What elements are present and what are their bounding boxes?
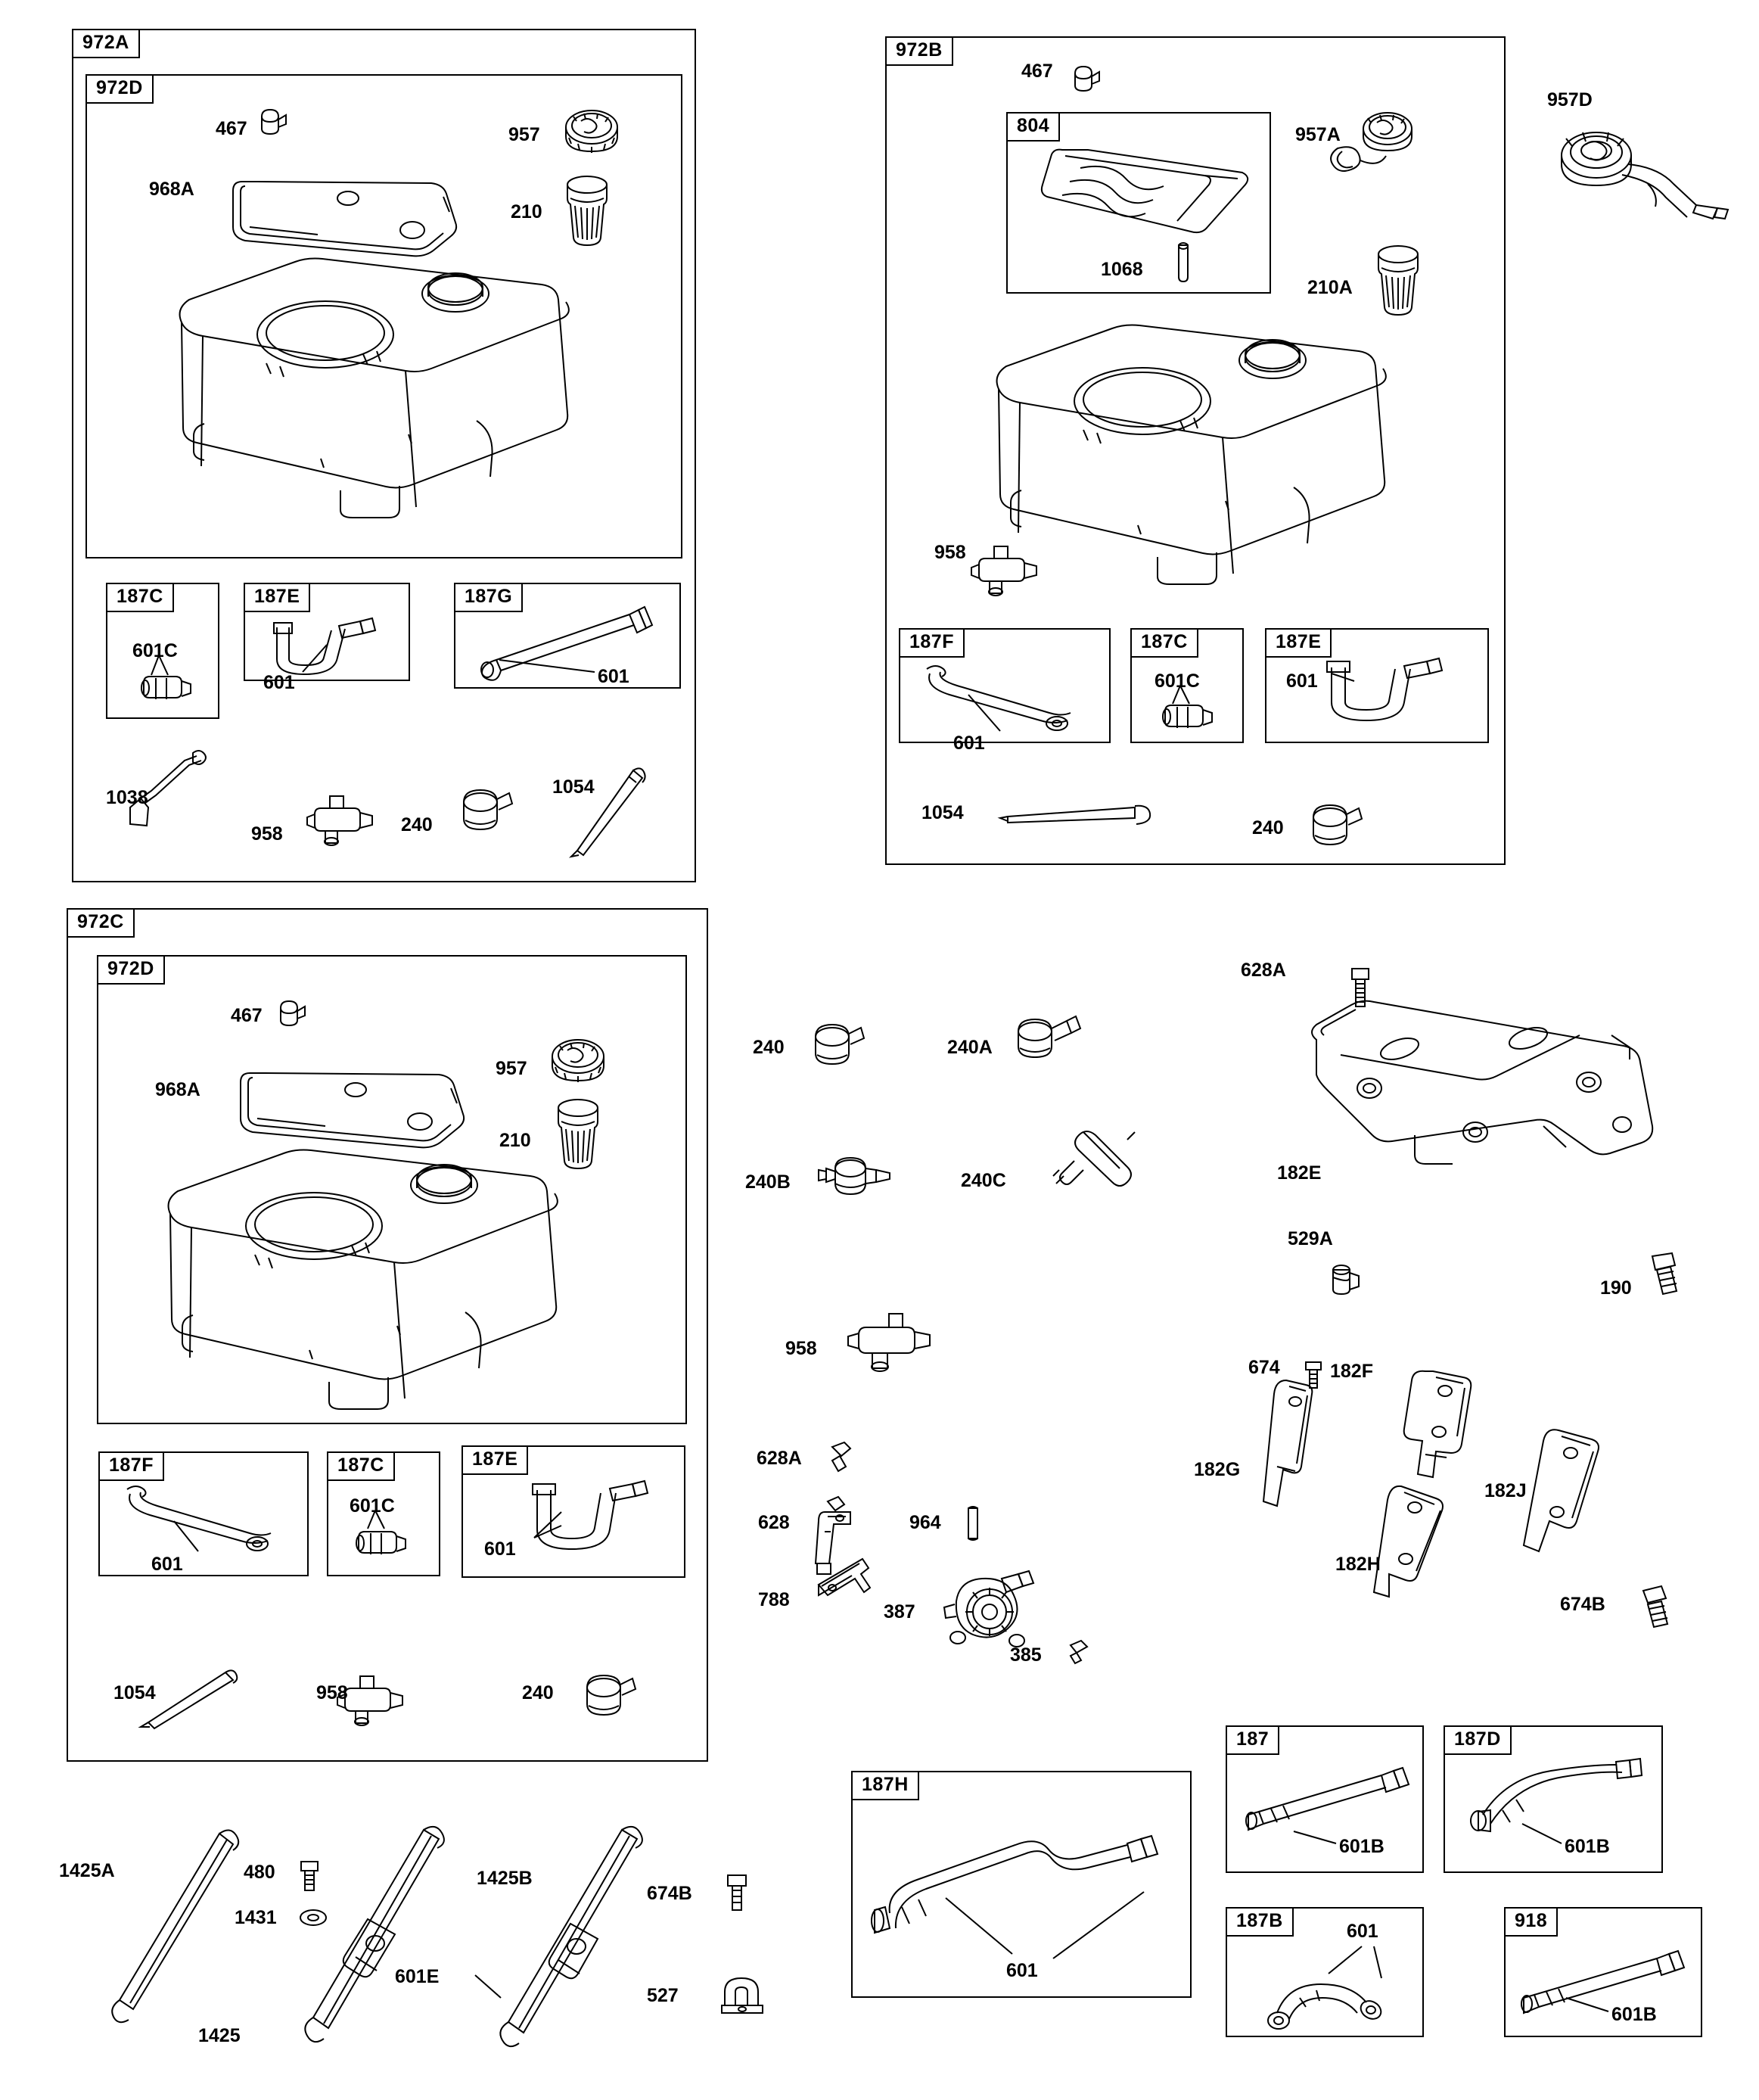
label-385: 385 (1010, 1644, 1042, 1666)
label-601e: 601E (395, 1966, 440, 1987)
part-467-a (250, 100, 295, 145)
part-601-hose-e-b (1316, 657, 1483, 733)
part-240-b (1300, 795, 1368, 855)
part-968a-c (227, 1043, 469, 1149)
label-527: 527 (647, 1985, 679, 2006)
label-1054-b: 1054 (921, 802, 964, 823)
label-182h: 182H (1335, 1554, 1381, 1575)
label-964: 964 (909, 1512, 941, 1533)
label-674b-bottom: 674B (647, 1883, 692, 1904)
label-601-187h: 601 (1006, 1960, 1038, 1981)
part-182e-bracket (1286, 991, 1664, 1211)
label-601-hose-a: 601 (263, 672, 295, 693)
part-957-c (545, 1035, 617, 1093)
label-957-c: 957 (496, 1058, 527, 1079)
subbox-187c-b-label: 187C (1130, 628, 1198, 658)
part-182g-bracket (1262, 1370, 1345, 1514)
part-958-center (844, 1308, 942, 1376)
part-182f-bracket (1398, 1362, 1496, 1491)
part-957d (1543, 125, 1733, 231)
part-527-clamp (711, 1968, 779, 2021)
label-958-c: 958 (316, 1682, 348, 1703)
subbox-187c-c-label: 187C (327, 1451, 395, 1481)
part-674b-bottom (720, 1868, 758, 1921)
label-601-e-c: 601 (484, 1538, 516, 1560)
label-1425: 1425 (198, 2025, 241, 2046)
subbox-187e-c-label: 187E (462, 1445, 528, 1475)
label-628: 628 (758, 1512, 790, 1533)
part-601c-c (350, 1521, 410, 1566)
label-467-c: 467 (231, 1005, 263, 1026)
label-1431: 1431 (235, 1907, 277, 1928)
part-210-a (560, 173, 614, 256)
subbox-187c-a-label: 187C (106, 583, 174, 612)
part-601-hose-e-c (522, 1479, 688, 1563)
label-958-a: 958 (251, 823, 283, 845)
label-788: 788 (758, 1589, 790, 1610)
subbox-187d-label: 187D (1444, 1725, 1512, 1755)
label-182f: 182F (1330, 1361, 1373, 1382)
label-601-f-c: 601 (151, 1554, 183, 1575)
part-240-center (802, 1014, 870, 1075)
label-601c-a: 601C (132, 640, 178, 661)
part-1054-b (999, 798, 1158, 833)
part-601b-187d (1459, 1748, 1648, 1839)
part-964 (961, 1502, 987, 1543)
label-958-b: 958 (934, 542, 966, 563)
part-601c-b (1156, 695, 1217, 740)
subbox-187e-a-label: 187E (244, 583, 310, 612)
part-182j-bracket (1513, 1423, 1619, 1559)
part-240c (1044, 1118, 1150, 1209)
part-601-187h (862, 1801, 1180, 1975)
label-601b-187d: 601B (1565, 1836, 1610, 1857)
label-957a: 957A (1295, 124, 1341, 145)
part-1425-shaft (295, 1816, 469, 2051)
label-210-a: 210 (511, 201, 542, 222)
label-601c-c: 601C (350, 1495, 395, 1517)
label-182j: 182J (1484, 1480, 1527, 1501)
subbox-187h-label: 187H (851, 1771, 919, 1800)
subbox-187f-b-label: 187F (899, 628, 965, 658)
part-601b-187 (1238, 1754, 1412, 1837)
part-804-cover (1035, 123, 1262, 236)
part-788 (808, 1553, 899, 1636)
label-958-center: 958 (785, 1338, 817, 1359)
panel-972c-label: 972C (67, 908, 135, 938)
part-601b-918 (1513, 1937, 1687, 2021)
label-210-c: 210 (499, 1130, 531, 1151)
panel-972a-label: 972A (72, 29, 140, 58)
part-385 (1063, 1635, 1093, 1665)
label-190: 190 (1600, 1277, 1632, 1299)
label-240-c2: 240 (522, 1682, 554, 1703)
part-240-c2 (573, 1665, 642, 1725)
label-628a-center: 628A (757, 1448, 802, 1469)
label-1054-a: 1054 (552, 776, 595, 798)
part-674b-right (1633, 1582, 1678, 1635)
part-467-b (1063, 57, 1108, 102)
label-1425b: 1425B (477, 1868, 533, 1889)
label-480: 480 (244, 1862, 275, 1883)
label-240-center: 240 (753, 1037, 785, 1058)
part-240-a (450, 779, 518, 840)
part-1068 (1171, 241, 1197, 283)
part-601c-a (135, 666, 195, 711)
part-fuel-tank-c (148, 1141, 571, 1414)
part-1425a-shaft (106, 1820, 250, 2032)
part-957a (1318, 107, 1431, 198)
label-628a-right: 628A (1241, 960, 1286, 981)
part-601-hose-a (266, 617, 410, 677)
label-240-b: 240 (1252, 817, 1284, 838)
label-529a: 529A (1288, 1228, 1333, 1249)
label-968a-a: 968A (149, 179, 194, 200)
label-674b-right: 674B (1560, 1594, 1605, 1615)
label-601b-187: 601B (1339, 1836, 1385, 1857)
label-601-f-b: 601 (953, 733, 985, 754)
label-1038: 1038 (106, 787, 148, 808)
label-240c: 240C (961, 1170, 1006, 1191)
subbox-804-label: 804 (1006, 112, 1060, 142)
label-182g: 182G (1194, 1459, 1241, 1480)
part-601-hose-f-b (919, 664, 1101, 733)
part-601-hose-f-c (120, 1485, 301, 1560)
label-968a-c: 968A (155, 1079, 200, 1100)
label-957-a: 957 (508, 124, 540, 145)
part-1425b-shaft (492, 1816, 666, 2058)
label-240-a: 240 (401, 814, 433, 835)
subbox-187b-label: 187B (1226, 1907, 1294, 1937)
label-1425a: 1425A (59, 1860, 115, 1881)
part-190-screw (1642, 1249, 1687, 1302)
panel-972d-inner-a-label: 972D (85, 74, 154, 104)
label-467-a: 467 (216, 118, 247, 139)
label-674: 674 (1248, 1357, 1280, 1378)
label-210a: 210A (1307, 277, 1353, 298)
label-601c-b: 601C (1155, 670, 1200, 692)
label-240b: 240B (745, 1171, 791, 1193)
label-182e: 182E (1277, 1162, 1322, 1184)
label-1068: 1068 (1101, 259, 1143, 280)
subbox-187g-a-label: 187G (454, 583, 523, 612)
subbox-187e-b-label: 187E (1265, 628, 1332, 658)
label-467-b: 467 (1021, 61, 1053, 82)
part-210a (1371, 242, 1425, 325)
subbox-187f-c-label: 187F (98, 1451, 164, 1481)
part-fuel-tank-a (159, 250, 583, 522)
subbox-918-label: 918 (1504, 1907, 1558, 1937)
part-529a (1322, 1258, 1368, 1303)
label-601-e-b: 601 (1286, 670, 1318, 692)
part-240a (1006, 1010, 1082, 1072)
label-387: 387 (884, 1601, 915, 1622)
label-601b-918: 601B (1611, 2004, 1657, 2025)
subbox-187-label: 187 (1226, 1725, 1279, 1755)
part-957-a (558, 106, 631, 163)
part-968a-a (219, 151, 462, 257)
part-240b (816, 1149, 899, 1209)
panel-972d-inner-c-label: 972D (97, 955, 165, 985)
part-628a-center (825, 1439, 858, 1476)
label-240a: 240A (947, 1037, 993, 1058)
label-601-hose-g: 601 (598, 666, 629, 687)
label-1054-c: 1054 (113, 1682, 156, 1703)
part-467-c (269, 991, 314, 1037)
part-958-a (303, 789, 386, 849)
part-601-187b (1256, 1958, 1400, 2042)
part-958-b (967, 539, 1050, 599)
label-957d: 957D (1547, 89, 1593, 110)
label-601-187b: 601 (1347, 1921, 1378, 1942)
panel-972b-label: 972B (885, 36, 953, 66)
part-182h-bracket (1375, 1477, 1474, 1606)
